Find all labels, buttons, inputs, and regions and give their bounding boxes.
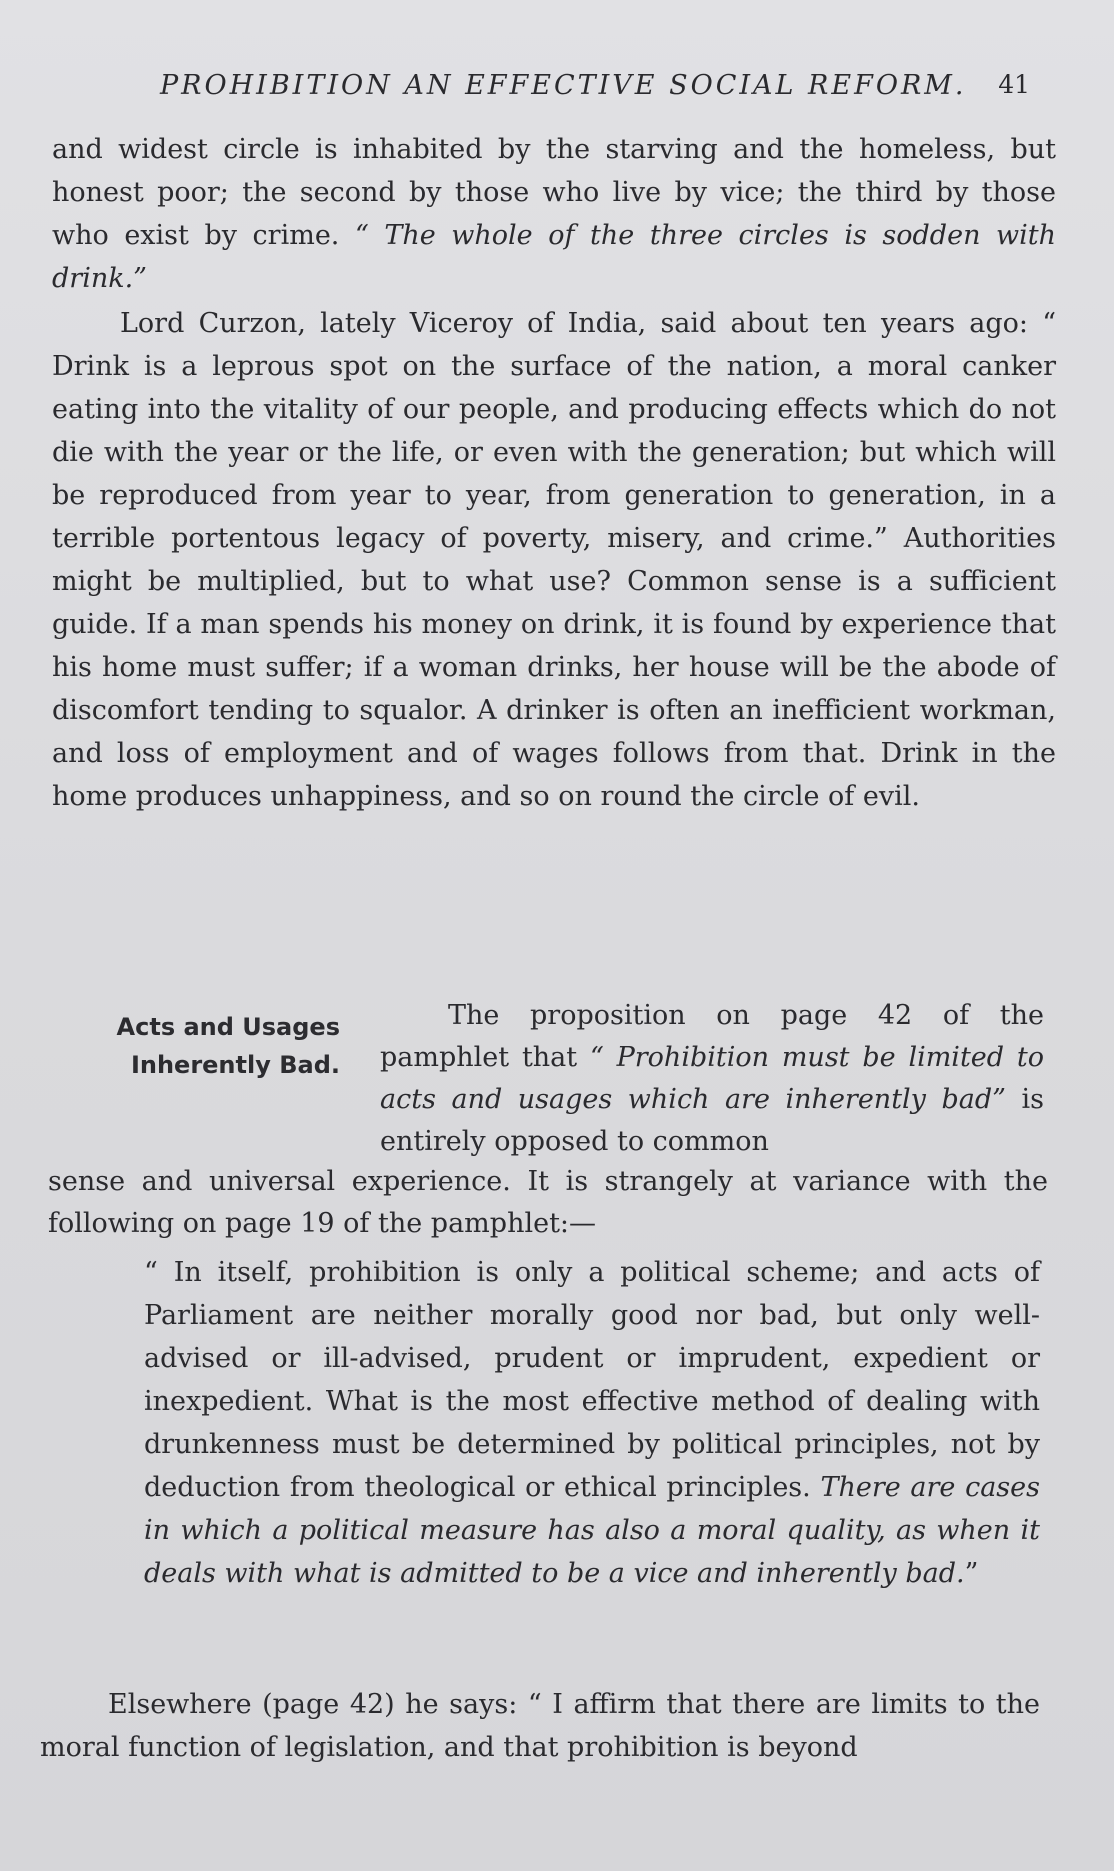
paragraph-1-text: and widest circle is inhabited by the starving and the homeless, but honest poor; the second by those who live by vice; the third by those who exist by crime. (52, 134, 1056, 251)
paragraph-3-continuation-text: sense and universal experience. It is strangely at variance with the following on page 19 of the pamphlet:— (48, 1166, 1048, 1239)
paragraph-3-italic: “ Prohibition must be limited to acts and usages which are inherently bad” (380, 1042, 1044, 1115)
paragraph-4-text: Elsewhere (page 42) he says: “ I affirm that there are limits to the moral function of legislation, and that prohibition is beyond (40, 1689, 1040, 1763)
paragraph-2 (52, 302, 1056, 818)
block-quote-text: “ In itself, prohibition is only a political scheme; and acts of Parliament are neither morally good nor bad, but only well-advised or ill-advised, prudent or imprudent, expedient or inexpedient. What is the most effective method of dealing with drunkenness must be determined by political principles, not by deduction from theological or ethical principles. (144, 1257, 1040, 1503)
block-quote-close: ” (964, 1558, 979, 1589)
paragraph-3-start: The proposition on page 42 of the pamphlet that (380, 1000, 1044, 1073)
paragraph-1 (52, 128, 1056, 300)
margin-note-line-1: Acts and Usages (116, 1013, 340, 1041)
page-number: 41 (998, 70, 1030, 99)
block-quote (144, 1224, 1040, 1622)
margin-note-line-2: Inherently Bad. (130, 1051, 340, 1079)
paragraph-4 (40, 1656, 1040, 1796)
margin-note (90, 1008, 340, 1084)
paragraph-2-text: Lord Curzon, lately Viceroy of India, said about ten years ago: “ Drink is a leprous spot on the surface of the nation, a moral canker eating into the vitality of our people, and producing effects which do not die with the year or the life, or even with the generation; but which will be reproduced from year to year, from generation to generation, in a terrible portentous legacy of poverty, misery, and crime.” Authorities might be multiplied, but to what use? Common sense is a sufficient guide. If a man spends his money on drink, it is found by experience that his home must suffer; if a woman drinks, her house will be the abode of discomfort tending to squalor. A drinker is often an inefficient workman, and loss of employment and of wages follows from that. Drink in the home produces unhappiness, and so on round the circle of evil. (52, 308, 1056, 812)
block-quote-italic: There are cases in which a political measure has also a moral quality, as when it deals with what is admitted to be a vice and inherently bad. (144, 1472, 1040, 1589)
running-title: PROHIBITION AN EFFECTIVE SOCIAL REFORM. (160, 70, 967, 101)
paragraph-3-end: is entirely opposed to common (380, 1084, 1044, 1157)
running-header (160, 70, 1040, 101)
paragraph-1-italic: “ The whole of the three circles is sodden with drink.” (52, 220, 1057, 294)
